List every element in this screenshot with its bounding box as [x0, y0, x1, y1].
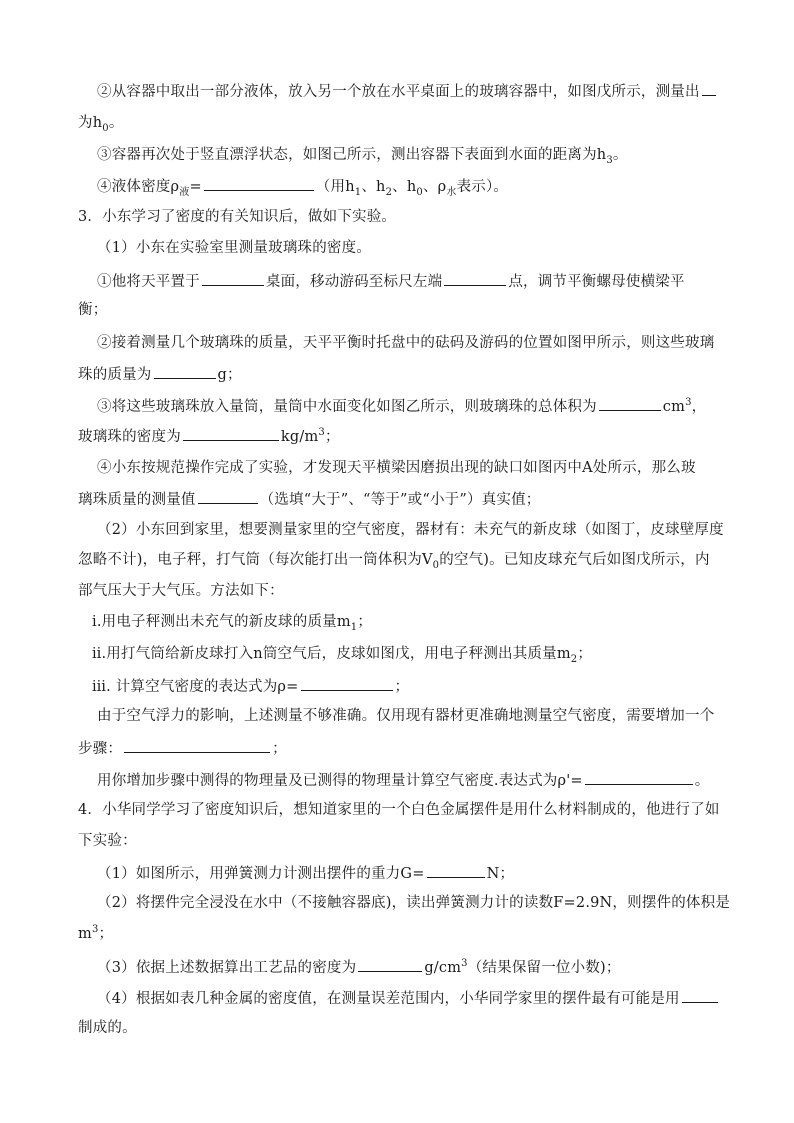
text-line: （4）根据如表几种金属的密度值，在测量误差范围内，小华同学家里的摆件最有可能是用 [97, 987, 720, 1009]
text-line: ⅱ.用打气筒给新皮球打入n筒空气后，皮球如图戊，用电子秤测出其质量$m_2$； [92, 646, 593, 665]
answer-blank[interactable] [358, 956, 422, 972]
text-line: 衡； [78, 302, 108, 318]
text-line: （3）依据上述数据算出工艺品的密度为 $g/cm^3$（结果保留一位小数)； [97, 956, 621, 978]
text-line: （2）小东回到家里，想要测量家里的空气密度，器材有：未充气的新皮球（如图丁，皮球壁厚度 [97, 522, 724, 538]
text-line: 步骤： ； [78, 737, 287, 759]
text-line: ②从容器中取出一部分液体，放入另一个放在水平桌面上的玻璃容器中，如图戊所示，测量出 [97, 80, 718, 102]
text-line: （2）将摆件完全浸没在水中（不接触容器底)，读出弹簧测力计的读数F=2.9N，则摆件的体积是 [97, 895, 731, 911]
text-line: 为$h_0$。 [78, 115, 124, 134]
answer-blank[interactable] [682, 987, 718, 1003]
text-line: ③容器再次处于竖直漂浮状态，如图己所示，测出容器下表面到水面的距离为$h_3$。 [97, 147, 628, 166]
answer-blank[interactable] [154, 363, 216, 379]
answer-blank[interactable] [183, 425, 279, 441]
answer-blank[interactable] [427, 862, 485, 878]
answer-blank[interactable] [585, 769, 693, 785]
answer-blank[interactable] [599, 395, 661, 411]
answer-blank[interactable] [124, 737, 270, 753]
text-line: ①他将天平置于 桌面，移动游码至标尺左端 点，调节平衡螺母使横梁平 [97, 270, 685, 292]
text-line: ③将这些玻璃珠放入量筒，量筒中水面变化如图乙所示，则玻璃珠的总体积为 $cm^3$， [97, 395, 706, 417]
text-line: 部气压大于大气压。方法如下： [78, 583, 284, 599]
text-line: 璃珠质量的测量值 （选填“大于”、“等于”或“小于”）真实值； [78, 488, 541, 510]
answer-blank[interactable] [204, 175, 314, 191]
text-line: 玻璃珠的密度为 $kg/m^3$； [78, 425, 340, 447]
text-line: ⅲ. 计算空气密度的表达式为ρ= ； [92, 675, 409, 697]
text-line: 制成的。 [78, 1020, 137, 1036]
text-line: 忽略不计)，电子秤，打气筒（每次能打出一筒体积为$V_0$的空气)。已知皮球充气后如图戊所示，内 [78, 552, 710, 571]
answer-blank[interactable] [444, 270, 506, 286]
question-heading: 3．小东学习了密度的有关知识后，做如下实验。 [78, 209, 397, 225]
text-line: 珠的质量为 g； [78, 363, 242, 385]
text-line: ④小东按规范操作完成了实验，才发现天平横梁因磨损出现的缺口如图丙中A处所示，那么玻 [97, 460, 696, 476]
text-line: 用你增加步骤中测得的物理量及已测得的物理量计算空气密度.表达式为ρ'= 。 [97, 769, 709, 791]
text-line: （1）如图所示，用弹簧测力计测出摆件的重力G= N； [97, 862, 514, 884]
text-line: $m^3$； [78, 924, 114, 942]
answer-blank[interactable] [202, 270, 264, 286]
answer-blank[interactable] [301, 675, 393, 691]
question-heading: 4．小华同学学习了密度知识后，想知道家里的一个白色金属摆件是用什么材料制成的，他进行了如 [78, 802, 720, 818]
text-line: 由于空气浮力的影响，上述测量不够准确。仅用现有器材更准确地测量空气密度，需要增加一个 [97, 708, 715, 724]
text-line: 下实验： [78, 833, 137, 849]
text-line: ②接着测量几个玻璃珠的质量，天平平衡时托盘中的砝码及游码的位置如图甲所示，则这些玻璃 [97, 335, 715, 351]
answer-blank[interactable] [702, 80, 716, 96]
text-line: ⅰ.用电子秤测出未充气的新皮球的质量$m_1$； [92, 614, 373, 633]
answer-blank[interactable] [198, 488, 258, 504]
text-line: （1）小东在实验室里测量玻璃珠的密度。 [97, 240, 372, 256]
text-line: ④液体密度$\rho_液=$ （用$h_1$、$h_2$、$h_0$、$\rho_水$表示）。 [97, 175, 508, 197]
